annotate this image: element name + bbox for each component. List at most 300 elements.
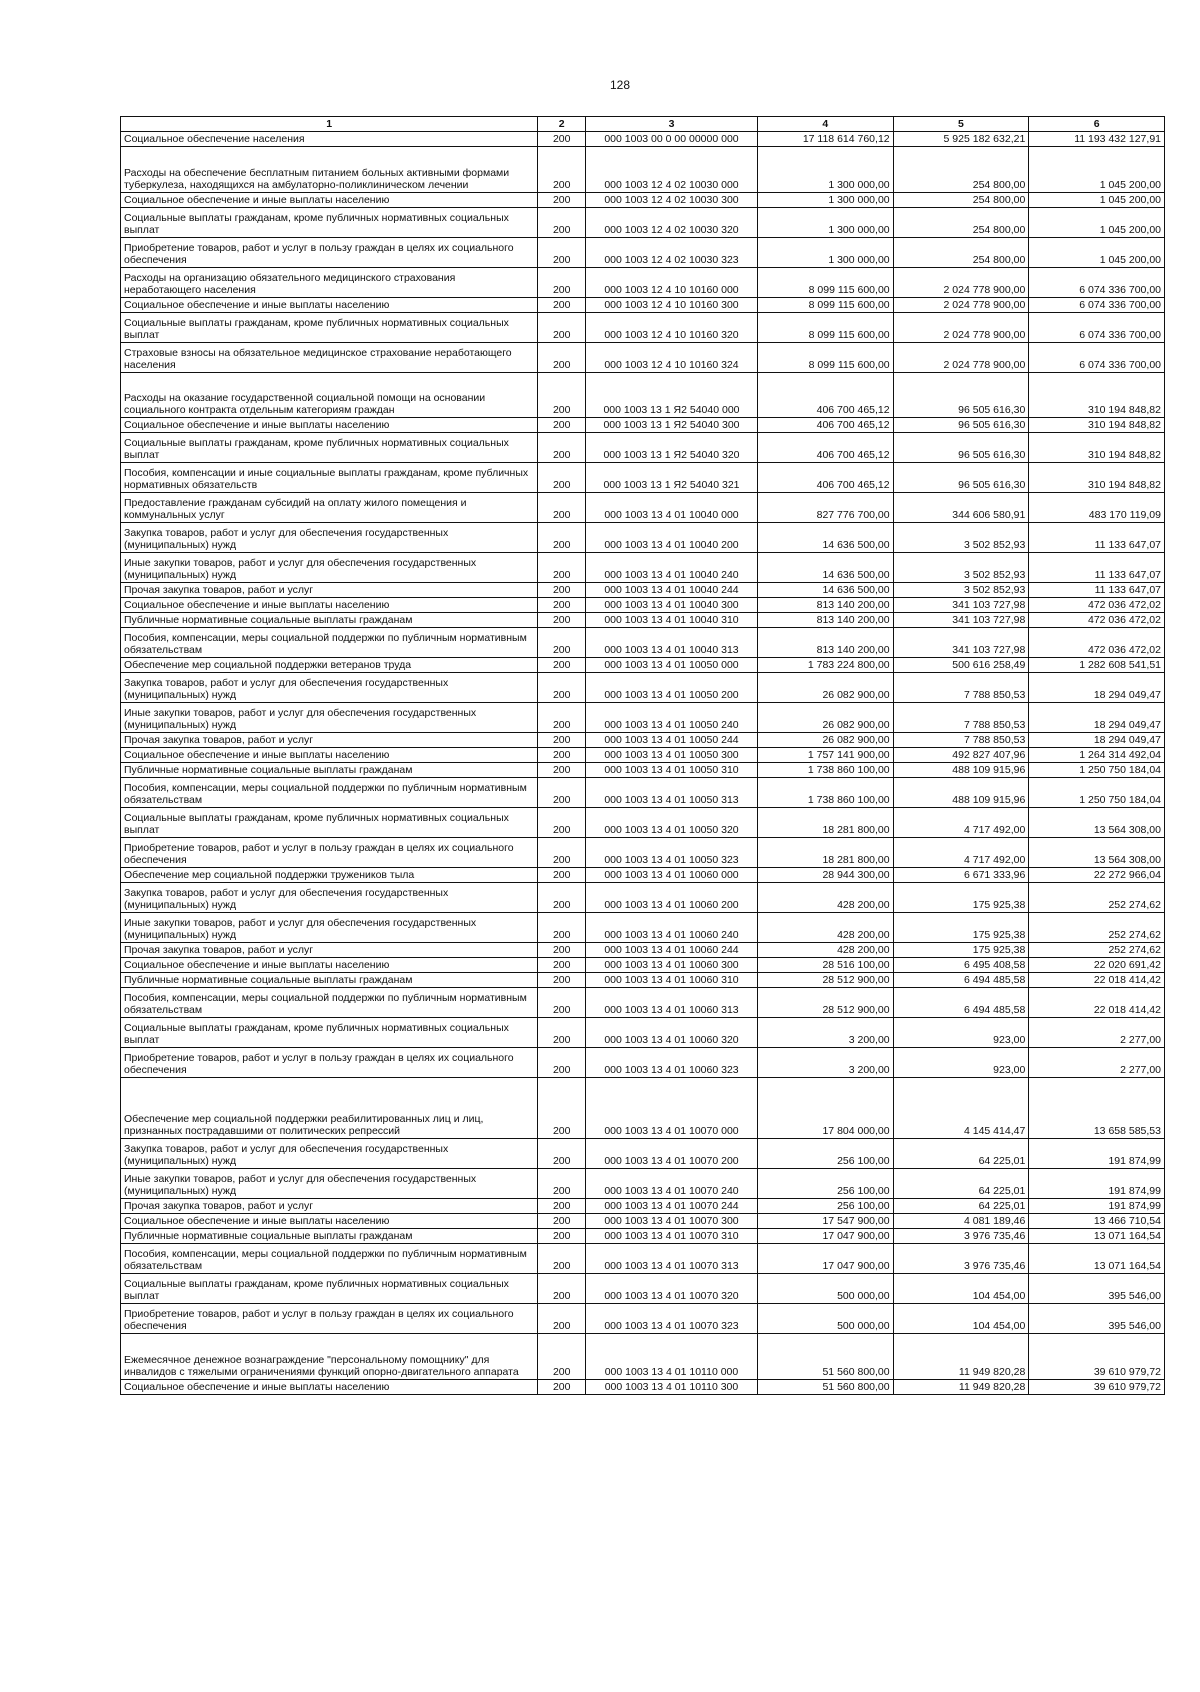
row-value-col6: 1 250 750 184,04 [1029,778,1165,808]
row-value-col5: 923,00 [893,1048,1029,1078]
row-kbk: 000 1003 13 4 01 10040 310 [586,613,758,628]
table-row [121,838,1165,868]
row-value-col4: 813 140 200,00 [757,628,893,658]
row-value-col5: 4 717 492,00 [893,808,1029,838]
row-name: Прочая закупка товаров, работ и услуг [121,1199,538,1214]
row-value-col5: 488 109 915,96 [893,778,1029,808]
row-kbk: 000 1003 13 4 01 10070 244 [586,1199,758,1214]
row-kbk: 000 1003 13 4 01 10040 300 [586,598,758,613]
row-code: 200 [538,313,586,343]
row-value-col4: 256 100,00 [757,1199,893,1214]
row-kbk: 000 1003 13 4 01 10060 320 [586,1018,758,1048]
row-name: Социальные выплаты гражданам, кроме публичных нормативных социальных выплат [121,808,538,838]
row-value-col4: 1 300 000,00 [757,238,893,268]
table-row [121,883,1165,913]
row-value-col6: 6 074 336 700,00 [1029,343,1165,373]
row-value-col6: 11 133 647,07 [1029,583,1165,598]
row-name: Иные закупки товаров, работ и услуг для обеспечения государственных (муниципальных) нужд [121,703,538,733]
row-value-col4: 14 636 500,00 [757,583,893,598]
row-value-col5: 5 925 182 632,21 [893,132,1029,147]
row-kbk: 000 1003 13 4 01 10040 313 [586,628,758,658]
row-code: 200 [538,373,586,418]
row-value-col6: 310 194 848,82 [1029,463,1165,493]
row-value-col6: 252 274,62 [1029,883,1165,913]
row-value-col6: 6 074 336 700,00 [1029,268,1165,298]
row-value-col4: 406 700 465,12 [757,463,893,493]
row-value-col5: 175 925,38 [893,943,1029,958]
row-code: 200 [538,1048,586,1078]
row-value-col5: 500 616 258,49 [893,658,1029,673]
row-value-col6: 191 874,99 [1029,1199,1165,1214]
row-value-col5: 3 976 735,46 [893,1229,1029,1244]
table-row [121,1169,1165,1199]
table-row [121,808,1165,838]
table-row [121,1199,1165,1214]
row-value-col6: 11 133 647,07 [1029,553,1165,583]
row-value-col6: 1 282 608 541,51 [1029,658,1165,673]
row-kbk: 000 1003 12 4 02 10030 323 [586,238,758,268]
row-value-col5: 7 788 850,53 [893,703,1029,733]
row-value-col5: 3 502 852,93 [893,583,1029,598]
row-kbk: 000 1003 13 4 01 10040 240 [586,553,758,583]
row-name: Обеспечение мер социальной поддержки реабилитированных лиц и лиц, признанных пострадавшими от политических репрессий [121,1078,538,1139]
row-name: Публичные нормативные социальные выплаты гражданам [121,973,538,988]
table-row [121,1214,1165,1229]
row-code: 200 [538,913,586,943]
row-value-col5: 96 505 616,30 [893,373,1029,418]
row-name: Приобретение товаров, работ и услуг в пользу граждан в целях их социального обеспечения [121,1304,538,1334]
table-row [121,1334,1165,1380]
row-value-col6: 6 074 336 700,00 [1029,298,1165,313]
row-name: Публичные нормативные социальные выплаты гражданам [121,763,538,778]
header-col-5: 5 [893,117,1029,132]
row-value-col6: 18 294 049,47 [1029,703,1165,733]
row-value-col4: 8 099 115 600,00 [757,343,893,373]
table-row [121,1229,1165,1244]
row-value-col6: 1 264 314 492,04 [1029,748,1165,763]
row-value-col4: 51 560 800,00 [757,1380,893,1395]
row-kbk: 000 1003 13 1 Я2 54040 320 [586,433,758,463]
row-code: 200 [538,658,586,673]
row-name: Расходы на организацию обязательного медицинского страхования неработающего населения [121,268,538,298]
page-number: 128 [609,78,631,92]
row-value-col6: 22 020 691,42 [1029,958,1165,973]
row-value-col5: 64 225,01 [893,1199,1029,1214]
row-value-col4: 28 512 900,00 [757,973,893,988]
row-value-col5: 64 225,01 [893,1139,1029,1169]
row-value-col6: 1 250 750 184,04 [1029,763,1165,778]
row-value-col4: 1 300 000,00 [757,147,893,193]
row-code: 200 [538,973,586,988]
table-row [121,988,1165,1018]
row-code: 200 [538,1078,586,1139]
table-row [121,193,1165,208]
row-value-col4: 406 700 465,12 [757,418,893,433]
row-kbk: 000 1003 13 1 Я2 54040 321 [586,463,758,493]
table-row [121,268,1165,298]
table-row [121,703,1165,733]
row-value-col6: 191 874,99 [1029,1139,1165,1169]
row-name: Социальные выплаты гражданам, кроме публичных нормативных социальных выплат [121,208,538,238]
row-name: Закупка товаров, работ и услуг для обеспечения государственных (муниципальных) нужд [121,883,538,913]
row-code: 200 [538,493,586,523]
row-kbk: 000 1003 13 4 01 10050 323 [586,838,758,868]
row-kbk: 000 1003 12 4 02 10030 300 [586,193,758,208]
row-value-col5: 175 925,38 [893,883,1029,913]
row-value-col5: 6 671 333,96 [893,868,1029,883]
table-row [121,733,1165,748]
table-row [121,1048,1165,1078]
table-row [121,553,1165,583]
row-value-col5: 7 788 850,53 [893,673,1029,703]
row-kbk: 000 1003 13 4 01 10060 240 [586,913,758,943]
row-code: 200 [538,613,586,628]
row-kbk: 000 1003 13 4 01 10110 300 [586,1380,758,1395]
row-kbk: 000 1003 12 4 10 10160 320 [586,313,758,343]
row-code: 200 [538,418,586,433]
row-value-col4: 406 700 465,12 [757,373,893,418]
row-code: 200 [538,1334,586,1380]
table-row [121,433,1165,463]
row-kbk: 000 1003 13 4 01 10060 310 [586,973,758,988]
table-row [121,1078,1165,1139]
row-value-col4: 428 200,00 [757,913,893,943]
row-value-col4: 1 300 000,00 [757,208,893,238]
table-row [121,1380,1165,1395]
row-value-col5: 254 800,00 [893,193,1029,208]
row-value-col6: 22 018 414,42 [1029,988,1165,1018]
header-col-3: 3 [586,117,758,132]
row-code: 200 [538,523,586,553]
row-value-col5: 254 800,00 [893,208,1029,238]
row-code: 200 [538,343,586,373]
row-value-col5: 254 800,00 [893,147,1029,193]
row-code: 200 [538,838,586,868]
row-value-col4: 26 082 900,00 [757,733,893,748]
table-body [121,132,1165,1395]
row-value-col5: 11 949 820,28 [893,1334,1029,1380]
table-row [121,748,1165,763]
row-value-col4: 17 047 900,00 [757,1244,893,1274]
table-row [121,1139,1165,1169]
row-name: Закупка товаров, работ и услуг для обеспечения государственных (муниципальных) нужд [121,673,538,703]
row-kbk: 000 1003 13 4 01 10060 300 [586,958,758,973]
row-value-col5: 6 494 485,58 [893,988,1029,1018]
row-kbk: 000 1003 13 4 01 10070 200 [586,1139,758,1169]
row-name: Приобретение товаров, работ и услуг в пользу граждан в целях их социального обеспечения [121,838,538,868]
row-value-col6: 13 466 710,54 [1029,1214,1165,1229]
row-kbk: 000 1003 13 4 01 10110 000 [586,1334,758,1380]
row-code: 200 [538,1380,586,1395]
row-value-col4: 428 200,00 [757,883,893,913]
row-value-col6: 39 610 979,72 [1029,1380,1165,1395]
header-col-2: 2 [538,117,586,132]
row-value-col6: 483 170 119,09 [1029,493,1165,523]
row-kbk: 000 1003 13 4 01 10070 310 [586,1229,758,1244]
row-name: Закупка товаров, работ и услуг для обеспечения государственных (муниципальных) нужд [121,523,538,553]
row-value-col4: 813 140 200,00 [757,598,893,613]
row-kbk: 000 1003 13 4 01 10050 000 [586,658,758,673]
row-value-col6: 11 193 432 127,91 [1029,132,1165,147]
row-name: Пособия, компенсации, меры социальной поддержки по публичным нормативным обязательствам [121,988,538,1018]
row-kbk: 000 1003 13 4 01 10070 313 [586,1244,758,1274]
row-value-col4: 3 200,00 [757,1048,893,1078]
row-value-col6: 1 045 200,00 [1029,238,1165,268]
table-row [121,913,1165,943]
row-name: Социальное обеспечение населения [121,132,538,147]
row-value-col5: 341 103 727,98 [893,613,1029,628]
row-value-col4: 1 783 224 800,00 [757,658,893,673]
row-value-col6: 472 036 472,02 [1029,628,1165,658]
row-value-col4: 406 700 465,12 [757,433,893,463]
row-kbk: 000 1003 13 4 01 10070 240 [586,1169,758,1199]
row-value-col4: 17 547 900,00 [757,1214,893,1229]
row-kbk: 000 1003 13 4 01 10040 000 [586,493,758,523]
row-value-col4: 256 100,00 [757,1139,893,1169]
row-kbk: 000 1003 13 4 01 10070 300 [586,1214,758,1229]
table-row [121,868,1165,883]
table-row [121,298,1165,313]
table-row [121,418,1165,433]
row-value-col5: 2 024 778 900,00 [893,298,1029,313]
row-code: 200 [538,1018,586,1048]
row-value-col5: 7 788 850,53 [893,733,1029,748]
row-code: 200 [538,1244,586,1274]
row-code: 200 [538,268,586,298]
row-value-col6: 472 036 472,02 [1029,598,1165,613]
row-name: Пособия, компенсации и иные социальные выплаты гражданам, кроме публичных нормативных обязательств [121,463,538,493]
row-code: 200 [538,1199,586,1214]
row-value-col5: 492 827 407,96 [893,748,1029,763]
row-value-col5: 4 081 189,46 [893,1214,1029,1229]
row-kbk: 000 1003 13 1 Я2 54040 300 [586,418,758,433]
row-code: 200 [538,132,586,147]
row-code: 200 [538,208,586,238]
row-value-col4: 28 512 900,00 [757,988,893,1018]
row-value-col5: 923,00 [893,1018,1029,1048]
row-value-col6: 13 658 585,53 [1029,1078,1165,1139]
row-code: 200 [538,463,586,493]
row-value-col6: 252 274,62 [1029,943,1165,958]
row-value-col6: 18 294 049,47 [1029,673,1165,703]
table-row [121,313,1165,343]
row-code: 200 [538,1214,586,1229]
table-row [121,463,1165,493]
row-value-col6: 13 564 308,00 [1029,808,1165,838]
row-code: 200 [538,883,586,913]
row-value-col4: 28 944 300,00 [757,868,893,883]
row-name: Расходы на обеспечение бесплатным питанием больных активными формами туберкулеза, находящихся на амбулаторно-поликлиническом лечении [121,147,538,193]
row-value-col5: 64 225,01 [893,1169,1029,1199]
row-name: Прочая закупка товаров, работ и услуг [121,943,538,958]
row-value-col6: 472 036 472,02 [1029,613,1165,628]
table-row [121,343,1165,373]
row-value-col5: 4 717 492,00 [893,838,1029,868]
row-name: Обеспечение мер социальной поддержки тружеников тыла [121,868,538,883]
row-value-col6: 18 294 049,47 [1029,733,1165,748]
row-name: Социальные выплаты гражданам, кроме публичных нормативных социальных выплат [121,433,538,463]
row-kbk: 000 1003 12 4 10 10160 324 [586,343,758,373]
row-value-col5: 2 024 778 900,00 [893,343,1029,373]
header-col-1: 1 [121,117,538,132]
table-header-row [121,117,1165,132]
row-name: Иные закупки товаров, работ и услуг для обеспечения государственных (муниципальных) нужд [121,1169,538,1199]
row-value-col6: 310 194 848,82 [1029,433,1165,463]
row-name: Пособия, компенсации, меры социальной поддержки по публичным нормативным обязательствам [121,778,538,808]
row-code: 200 [538,748,586,763]
row-value-col6: 310 194 848,82 [1029,418,1165,433]
row-code: 200 [538,298,586,313]
row-code: 200 [538,763,586,778]
row-code: 200 [538,553,586,583]
row-name: Обеспечение мер социальной поддержки ветеранов труда [121,658,538,673]
table-row [121,238,1165,268]
row-name: Приобретение товаров, работ и услуг в пользу граждан в целях их социального обеспечения [121,238,538,268]
row-name: Социальное обеспечение и иные выплаты населению [121,958,538,973]
row-value-col5: 3 976 735,46 [893,1244,1029,1274]
row-value-col4: 14 636 500,00 [757,553,893,583]
row-code: 200 [538,1169,586,1199]
row-code: 200 [538,1139,586,1169]
table-row [121,1304,1165,1334]
row-name: Страховые взносы на обязательное медицинское страхование неработающего населения [121,343,538,373]
row-kbk: 000 1003 13 4 01 10070 320 [586,1274,758,1304]
row-value-col4: 827 776 700,00 [757,493,893,523]
row-value-col5: 341 103 727,98 [893,598,1029,613]
table-row [121,943,1165,958]
row-value-col5: 254 800,00 [893,238,1029,268]
row-value-col5: 488 109 915,96 [893,763,1029,778]
row-kbk: 000 1003 13 4 01 10050 300 [586,748,758,763]
row-name: Иные закупки товаров, работ и услуг для обеспечения государственных (муниципальных) нужд [121,553,538,583]
table-row [121,598,1165,613]
row-name: Социальное обеспечение и иные выплаты населению [121,418,538,433]
row-value-col4: 17 047 900,00 [757,1229,893,1244]
row-value-col4: 500 000,00 [757,1274,893,1304]
row-value-col5: 11 949 820,28 [893,1380,1029,1395]
row-value-col4: 8 099 115 600,00 [757,313,893,343]
table-row [121,523,1165,553]
table-row [121,973,1165,988]
row-value-col4: 26 082 900,00 [757,673,893,703]
row-code: 200 [538,1229,586,1244]
row-code: 200 [538,193,586,208]
header-col-4: 4 [757,117,893,132]
row-value-col4: 18 281 800,00 [757,808,893,838]
row-value-col5: 6 494 485,58 [893,973,1029,988]
row-code: 200 [538,147,586,193]
row-kbk: 000 1003 13 4 01 10040 200 [586,523,758,553]
table-row [121,583,1165,598]
row-code: 200 [538,1274,586,1304]
row-value-col6: 39 610 979,72 [1029,1334,1165,1380]
row-kbk: 000 1003 12 4 02 10030 000 [586,147,758,193]
row-value-col4: 51 560 800,00 [757,1334,893,1380]
row-code: 200 [538,238,586,268]
table-row [121,763,1165,778]
row-name: Социальные выплаты гражданам, кроме публичных нормативных социальных выплат [121,1274,538,1304]
row-kbk: 000 1003 13 4 01 10060 323 [586,1048,758,1078]
row-value-col6: 6 074 336 700,00 [1029,313,1165,343]
row-value-col4: 1 757 141 900,00 [757,748,893,763]
row-value-col4: 14 636 500,00 [757,523,893,553]
row-value-col6: 252 274,62 [1029,913,1165,943]
row-value-col4: 500 000,00 [757,1304,893,1334]
row-kbk: 000 1003 13 4 01 10050 240 [586,703,758,733]
row-code: 200 [538,868,586,883]
row-kbk: 000 1003 13 4 01 10070 323 [586,1304,758,1334]
row-value-col6: 395 546,00 [1029,1274,1165,1304]
row-value-col6: 22 018 414,42 [1029,973,1165,988]
row-value-col5: 3 502 852,93 [893,553,1029,583]
table-row [121,613,1165,628]
row-kbk: 000 1003 00 0 00 00000 000 [586,132,758,147]
row-value-col6: 13 564 308,00 [1029,838,1165,868]
row-name: Публичные нормативные социальные выплаты гражданам [121,613,538,628]
row-kbk: 000 1003 13 4 01 10050 244 [586,733,758,748]
row-value-col5: 2 024 778 900,00 [893,268,1029,298]
row-code: 200 [538,988,586,1018]
row-name: Пособия, компенсации, меры социальной поддержки по публичным нормативным обязательствам [121,1244,538,1274]
row-kbk: 000 1003 13 4 01 10040 244 [586,583,758,598]
header-col-6: 6 [1029,117,1165,132]
row-code: 200 [538,703,586,733]
table-row [121,628,1165,658]
row-kbk: 000 1003 13 4 01 10050 310 [586,763,758,778]
table-row [121,147,1165,193]
row-value-col4: 1 738 860 100,00 [757,763,893,778]
row-value-col4: 8 099 115 600,00 [757,298,893,313]
row-name: Социальное обеспечение и иные выплаты населению [121,1214,538,1229]
row-code: 200 [538,808,586,838]
row-code: 200 [538,433,586,463]
row-code: 200 [538,943,586,958]
row-value-col6: 22 272 966,04 [1029,868,1165,883]
table-row [121,1244,1165,1274]
row-name: Пособия, компенсации, меры социальной поддержки по публичным нормативным обязательствам [121,628,538,658]
row-name: Предоставление гражданам субсидий на оплату жилого помещения и коммунальных услуг [121,493,538,523]
row-value-col6: 2 277,00 [1029,1048,1165,1078]
row-value-col6: 11 133 647,07 [1029,523,1165,553]
table-row [121,493,1165,523]
row-value-col5: 175 925,38 [893,913,1029,943]
row-code: 200 [538,583,586,598]
row-value-col6: 13 071 164,54 [1029,1229,1165,1244]
row-code: 200 [538,778,586,808]
row-value-col4: 18 281 800,00 [757,838,893,868]
row-value-col5: 6 495 408,58 [893,958,1029,973]
row-kbk: 000 1003 12 4 02 10030 320 [586,208,758,238]
row-value-col6: 310 194 848,82 [1029,373,1165,418]
row-value-col5: 96 505 616,30 [893,463,1029,493]
row-name: Расходы на оказание государственной социальной помощи на основании социального контракта отдельным категориям граждан [121,373,538,418]
row-name: Социальное обеспечение и иные выплаты населению [121,1380,538,1395]
row-value-col6: 13 071 164,54 [1029,1244,1165,1274]
row-name: Социальное обеспечение и иные выплаты населению [121,598,538,613]
row-value-col5: 104 454,00 [893,1304,1029,1334]
row-name: Социальное обеспечение и иные выплаты населению [121,193,538,208]
row-name: Социальное обеспечение и иные выплаты населению [121,748,538,763]
row-value-col4: 3 200,00 [757,1018,893,1048]
row-code: 200 [538,598,586,613]
row-value-col4: 28 516 100,00 [757,958,893,973]
row-kbk: 000 1003 13 4 01 10060 200 [586,883,758,913]
row-value-col6: 1 045 200,00 [1029,193,1165,208]
row-kbk: 000 1003 12 4 10 10160 300 [586,298,758,313]
row-name: Приобретение товаров, работ и услуг в пользу граждан в целях их социального обеспечения [121,1048,538,1078]
row-name: Социальные выплаты гражданам, кроме публичных нормативных социальных выплат [121,313,538,343]
row-value-col5: 2 024 778 900,00 [893,313,1029,343]
